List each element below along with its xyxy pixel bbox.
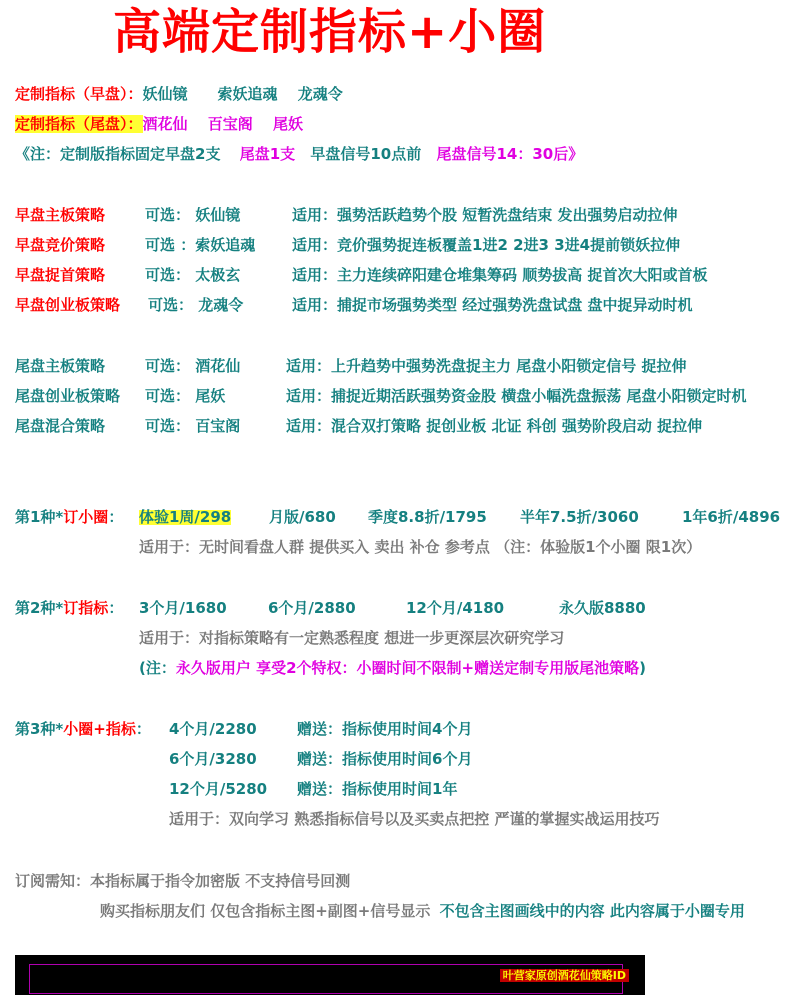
early-strategy-option: 可选： 太极玄 — [145, 266, 241, 284]
plan3-price: 6个月/3280 — [169, 750, 257, 768]
intro-note-part2: 尾盘1支 — [239, 145, 296, 163]
early-strategy-option: 可选 ：索妖追魂 — [145, 236, 256, 254]
early-strategy-name: 早盘捉首策略 — [15, 266, 106, 284]
intro-early-items: 妖仙镜 索妖追魂 龙魂令 — [142, 85, 343, 103]
early-strategy-usage: 适用：捕捉市场强势类型 经过强势洗盘试盘 盘中捉异动时机 — [292, 296, 693, 314]
plan1-price: 半年7.5折/3060 — [520, 508, 639, 526]
plan2-prefix: 第2种* — [15, 599, 64, 617]
intro-late-items: 酒花仙 百宝阁 尾妖 — [142, 115, 303, 133]
late-strategy-name: 尾盘混合策略 — [15, 417, 106, 435]
plan3-price: 12个月/5280 — [169, 780, 268, 798]
plan3-heading — [15, 722, 151, 737]
intro-note — [15, 147, 583, 162]
plan2-note-body: 永久版用户 享受2个特权：小圈时间不限制+赠送定制专用版尾池策略 — [175, 659, 640, 677]
plan3-suits: 适用于：双向学习 熟悉指标信号以及买卖点把控 严谨的掌握实战运用技巧 — [169, 810, 660, 828]
early-strategy-usage: 适用：主力连续碎阳建仓堆集筹码 顺势拔高 捉首次大阳或首板 — [292, 266, 708, 284]
notice-line2-teal: 不包含主图画线中的内容 此内容属于小圈专用 — [439, 902, 745, 920]
late-strategy-usage: 适用：捕捉近期活跃强势资金股 横盘小幅洗盘振荡 尾盘小阳锁定时机 — [286, 387, 747, 405]
late-strategy-usage: 适用：上升趋势中强势洗盘捉主力 尾盘小阳锁定信号 捉拉伸 — [286, 357, 687, 375]
plan3-gift: 赠送：指标使用时间6个月 — [297, 750, 473, 768]
plan1-suits: 适用于：无时间看盘人群 提供买入 卖出 补仓 参考点 （注：体验版1个小圈 限1次） — [139, 538, 702, 556]
early-strategy-option: 可选： 妖仙镜 — [145, 206, 241, 224]
plan1-prefix: 第1种* — [15, 508, 64, 526]
plan2-heading — [15, 601, 123, 616]
intro-early-label: 定制指标（早盘）： — [15, 85, 143, 103]
plan3-gift: 赠送：指标使用时间1年 — [297, 780, 458, 798]
intro-note-part1: 《注：定制版指标固定早盘2支 — [15, 145, 221, 163]
plan1-trial-price: 体验1周/298 — [139, 508, 232, 526]
plan2-note — [139, 661, 646, 676]
plan2-colon: ： — [108, 599, 124, 617]
plan1-colon: ： — [108, 508, 124, 526]
plan2-price: 3个月/1680 — [139, 599, 227, 617]
plan2-price: 永久版8880 — [559, 599, 646, 617]
intro-late-line — [15, 117, 303, 132]
late-strategy-usage: 适用：混合双打策略 捉创业板 北证 科创 强势阶段启动 捉拉伸 — [286, 417, 703, 435]
early-strategy-usage: 适用：强势活跃趋势个股 短暂洗盘结束 发出强势启动拉伸 — [292, 206, 678, 224]
early-strategy-name: 早盘创业板策略 — [15, 296, 121, 314]
plan3-gift: 赠送：指标使用时间4个月 — [297, 720, 473, 738]
early-strategy-option: 可选： 龙魂令 — [148, 296, 244, 314]
intro-late-label: 定制指标（尾盘）： — [15, 115, 143, 133]
chart-thumbnail-label: 叶营家原创酒花仙策略ID — [500, 969, 629, 982]
plan1-price: 月版/680 — [269, 508, 336, 526]
plan1-name: 订小圈 — [63, 508, 109, 526]
intro-early-line — [15, 87, 343, 102]
notice-line2-gray: 购买指标朋友们 仅包含指标主图+副图+信号显示 — [100, 902, 431, 920]
early-strategy-usage: 适用：竞价强势捉连板覆盖1进2 2进3 3进4提前锁妖拉伸 — [292, 236, 681, 254]
late-strategy-name: 尾盘创业板策略 — [15, 387, 121, 405]
early-strategy-name: 早盘竞价策略 — [15, 236, 106, 254]
late-strategy-option: 可选： 尾妖 — [145, 387, 226, 405]
chart-thumbnail — [15, 955, 645, 995]
plan1-price: 1年6折/4896 — [682, 508, 781, 526]
plan3-price: 4个月/2280 — [169, 720, 257, 738]
plan3-colon: ： — [135, 720, 151, 738]
plan2-note-open: (注： — [139, 659, 176, 677]
plan3-prefix: 第3种* — [15, 720, 64, 738]
plan2-name: 订指标 — [63, 599, 109, 617]
early-strategy-name: 早盘主板策略 — [15, 206, 106, 224]
plan3-name: 小圈+指标 — [63, 720, 136, 738]
plan2-price: 12个月/4180 — [406, 599, 505, 617]
late-strategy-name: 尾盘主板策略 — [15, 357, 106, 375]
late-strategy-option: 可选： 酒花仙 — [145, 357, 241, 375]
notice-line2 — [100, 904, 745, 919]
plan2-suits: 适用于：对指标策略有一定熟悉程度 想进一步更深层次研究学习 — [139, 629, 565, 647]
plan2-note-close: ) — [639, 659, 646, 677]
notice-line1: 订阅需知：本指标属于指令加密版 不支持信号回测 — [15, 872, 351, 890]
late-strategy-option: 可选： 百宝阁 — [145, 417, 241, 435]
intro-note-part4: 尾盘信号14：30后》 — [436, 145, 584, 163]
plan1-heading — [15, 510, 123, 525]
page-title: 高端定制指标+小圈 — [113, 4, 547, 60]
plan1-price: 季度8.8折/1795 — [368, 508, 487, 526]
plan2-price: 6个月/2880 — [268, 599, 356, 617]
intro-note-part3: 早盘信号10点前 — [310, 145, 422, 163]
